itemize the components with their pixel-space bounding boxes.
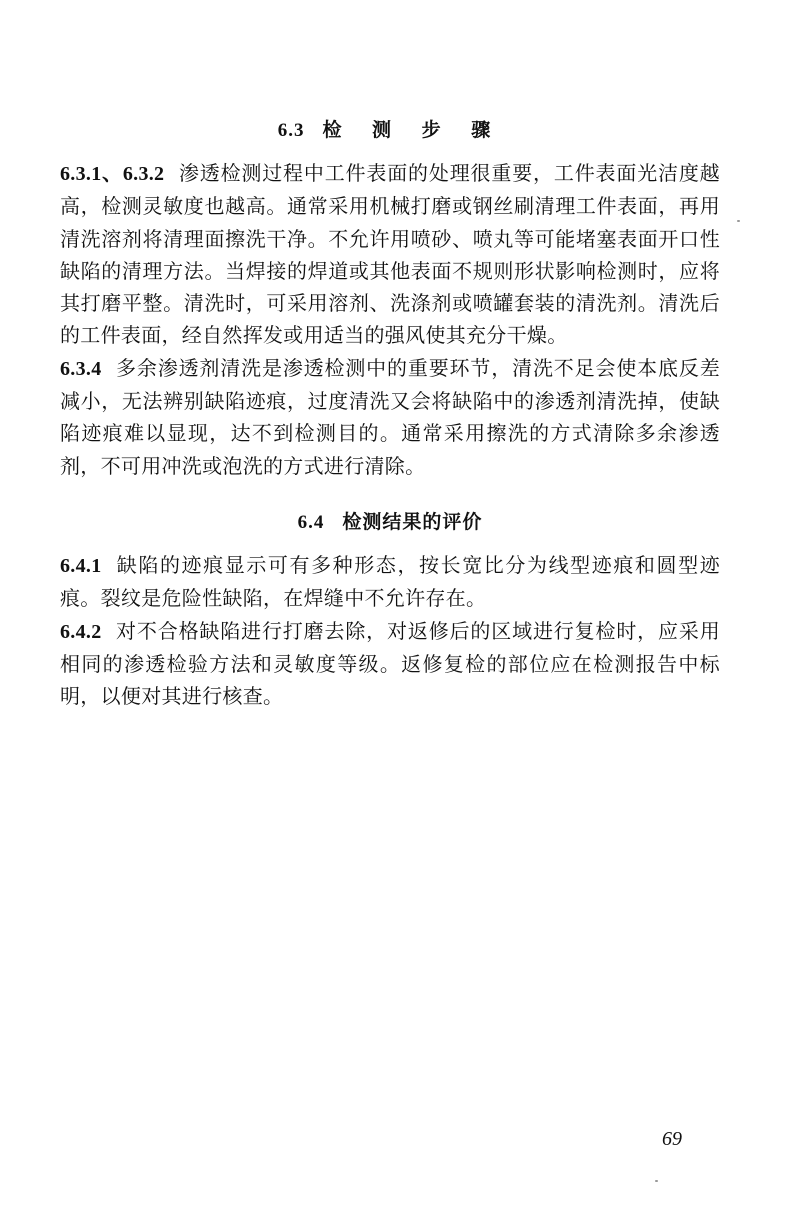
- clause-text: 缺陷的迹痕显示可有多种形态，按长宽比分为线型迹痕和圆型迹痕。裂纹是危险性缺陷，在焊缝中不允许存在。: [60, 552, 720, 611]
- clause-paragraph-6-4-2: [60, 615, 720, 713]
- section-spacer: [60, 482, 720, 504]
- clause-number: 6.4.1: [60, 554, 102, 577]
- section-number: 6.3: [277, 120, 305, 141]
- scan-speck: [655, 1180, 658, 1182]
- section-heading-6-4: [60, 504, 720, 541]
- clause-number: 6.3.1、6.3.2: [60, 163, 165, 185]
- clause-number: 6.3.4: [60, 357, 102, 380]
- section-heading-6-3: [60, 112, 720, 149]
- clause-paragraph-6-3-4: [60, 352, 720, 482]
- section-title-text: 检 测 步 骤: [322, 119, 503, 141]
- clause-paragraph-6-3-1: [60, 157, 720, 352]
- clause-number: 6.4.2: [60, 620, 102, 643]
- clause-text: 渗透检测过程中工件表面的处理很重要，工件表面光洁度越高，检测灵敏度也越高。通常采用机械打磨或钢丝刷清理工件表面，再用清洗溶剂将清理面擦洗干净。不允许用喷砂、喷丸等可能堵塞表面开口性缺陷的清理方法。当焊接的焊道或其他表面不规则形状影响检测时，应将其打磨平整。清洗时，可采用溶剂、洗涤剂或喷罐套装的清洗剂。清洗后的工件表面，经自然挥发或用适当的强风使其充分干燥。: [60, 161, 720, 348]
- document-page: [60, 112, 720, 712]
- section-title-text: 检测结果的评价: [342, 510, 483, 533]
- clause-text: 对不合格缺陷进行打磨去除，对返修后的区域进行复检时，应采用相同的渗透检验方法和灵敏度等级。返修复检的部位应在检测报告中标明，以便对其进行核查。: [60, 618, 720, 709]
- section-number: 6.4: [297, 511, 325, 533]
- clause-paragraph-6-4-1: [60, 549, 720, 615]
- page-number: 69: [662, 1128, 682, 1150]
- clause-text: 多余渗透剂清洗是渗透检测中的重要环节，清洗不足会使本底反差减小，无法辨别缺陷迹痕，过度清洗又会将缺陷中的渗透剂清洗掉，使缺陷迹痕难以显现，达不到检测目的。通常采用擦洗的方式清除多余渗透剂，不可用冲洗或泡洗的方式进行清除。: [60, 355, 720, 478]
- scan-speck: [737, 220, 740, 222]
